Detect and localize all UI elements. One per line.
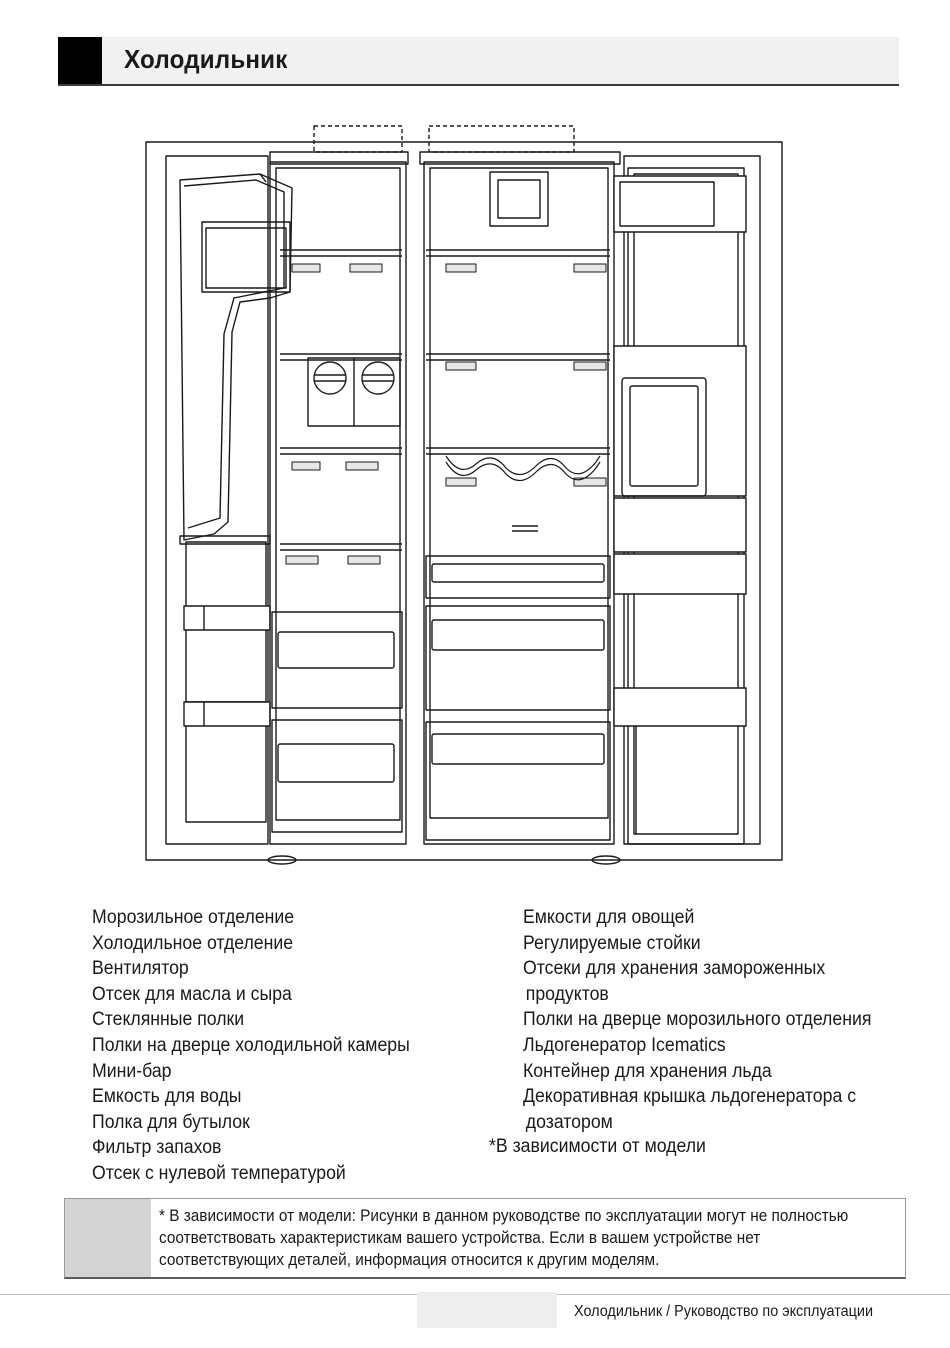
footer-text: Холодильник / Руководство по эксплуатации [574,1303,874,1320]
legend-item: Полка для бутылок [92,1111,250,1133]
legend-item: Полки на дверце холодильной камеры [92,1034,410,1056]
legend-item: Отсеки для хранения замороженных [523,958,826,980]
note-side-block [65,1199,151,1277]
legend-item: Емкость для воды [92,1086,242,1108]
legend-item: Емкости для овощей [523,907,695,928]
legend-item: Декоративная крышка льдогенератора с [523,1086,857,1108]
legend-item: Вентилятор [92,958,189,980]
legend-item: Стеклянные полки [92,1009,245,1031]
top-dashed-left [314,126,402,152]
legend-item-continuation: продуктов [525,983,609,1005]
legend-item: Льдогенератор Icematics [523,1034,726,1056]
note-box [64,1198,906,1279]
freezer-compartment [270,152,408,844]
legend-item: Полки на дверце морозильного отделения [523,1009,872,1031]
legend-item: Фильтр запахов [92,1137,222,1159]
note-text: * В зависимости от модели: Рисунки в данном руководстве по эксплуатации могут не полностью соответствовать характеристикам вашего устройства. Если в вашем устройстве нет соответствующих деталей, информация относится к другим моделям. [159,1207,849,1269]
fridge-diagram [140,122,790,867]
top-dashed-right [429,126,574,152]
model-footnote: *В зависимости от модели [489,1136,706,1157]
legend-item: Морозильное отделение [92,907,295,928]
legend-right-list [523,905,898,1135]
fridge-compartment [420,152,620,844]
header-black-block [58,37,102,84]
legend-item-continuation: дозатором [525,1111,613,1133]
legend-item: Регулируемые стойки [523,932,701,954]
footer-page-box [417,1292,557,1328]
page-title: Холодильник [124,44,288,74]
page-header [58,37,899,86]
legend-item: Мини-бар [92,1060,172,1082]
fridge-door [614,168,746,844]
legend-item: Холодильное отделение [92,932,294,954]
legend-item: Отсек с нулевой температурой [92,1162,346,1184]
legend-item: Отсек для масла и сыра [92,983,292,1005]
freezer-door [180,174,292,822]
legend-item: Контейнер для хранения льда [523,1060,772,1082]
legend-left-list [92,905,434,1187]
